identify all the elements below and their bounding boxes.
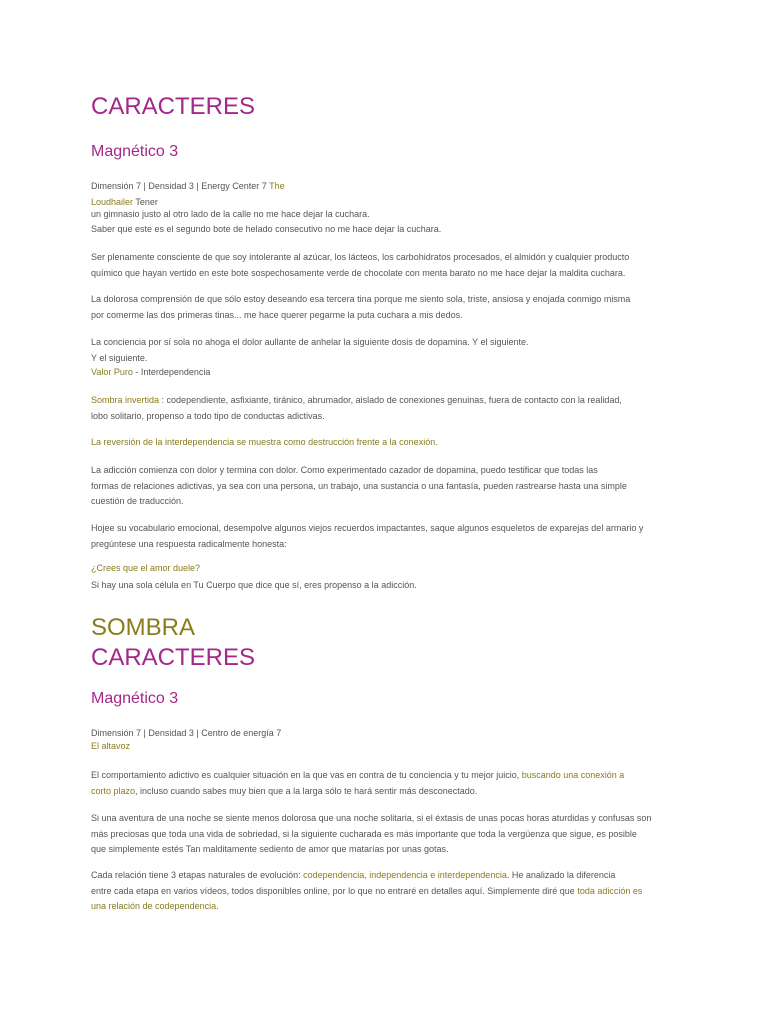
paragraph-relationship-stages: [91, 868, 681, 915]
meta-tail: Tener: [133, 196, 158, 207]
sombra-invertida-text: : codependiente, asfixiante, tiránico, abrumador, aislado de conexiones genuinas, fuera de contacto con la realidad, lobo solitario, propenso a todo tipo de conductas adictivas.: [91, 395, 622, 421]
question-link[interactable]: ¿Crees que el amor duele?: [91, 563, 201, 573]
meta-link-altavoz[interactable]: El altavoz: [91, 741, 131, 751]
valor-puro-text: - Interdependencia: [132, 367, 211, 377]
para1-text-b: , incluso cuando sabes muy bien que a la larga sólo te hará sentir más desconectado.: [135, 785, 478, 796]
para3-text-b: . He analizado la diferencia entre cada etapa en varios vídeos, todos disponibles online, por lo que no entraré en detalles aquí. Simplemente diré que: [91, 870, 616, 896]
paragraph-painful-realization: La dolorosa comprensión de que sólo estoy deseando esa tercera tina porque me siento sola, triste, ansiosa y enojada conmigo misma por comerme las dos primeras tinas... me hace querer pegarme la puta cuchara a mis dedos.: [91, 294, 631, 320]
meta-link-loudhailer[interactable]: The Loudhailer: [91, 181, 285, 207]
paragraph-vocabulary: Hojee su vocabulario emocional, desempolve algunos viejos recuerdos impactantes, saque algunos esqueletos de exparejas del armario y pregúntese una respuesta radicalmente honesta:: [91, 523, 644, 549]
valor-puro-line: [91, 365, 681, 381]
section-title-caracteres: CARACTERES: [91, 93, 256, 120]
reversion-link[interactable]: La reversión de la interdependencia se muestra como destrucción frente a la conexión.: [91, 437, 438, 447]
stages-link[interactable]: codependencia, independencia e interdependencia: [303, 870, 507, 880]
para1-text-a: El comportamiento adictivo es cualquier situación en la que vas en contra de tu conciencia y tu mejor juicio,: [91, 770, 522, 780]
short-term-connection-link[interactable]: buscando una conexión a corto plazo: [91, 770, 625, 796]
para3-text-c: .: [216, 901, 219, 911]
section-subtitle-magnetico-2: Magnético 3: [91, 690, 179, 707]
paragraph-intolerance: Ser plenamente consciente de que soy intolerante al azúcar, los lácteos, los carbohidratos procesados, el almidón y cualquier producto químico que hayan vertido en este bote sospechosamente verde de chocolate con menta barato no me hace dejar la maldita cuchara.: [91, 252, 630, 278]
meta-text: Dimensión 7 | Densidad 3 | Energy Center 7: [91, 181, 270, 191]
section-subtitle-magnetico: Magnético 3: [91, 143, 179, 160]
sombra-invertida-paragraph: [91, 393, 681, 424]
paragraph-answer: Si hay una sola célula en Tu Cuerpo que dice que sí, eres propenso a la adicción.: [91, 580, 417, 590]
section-title-sombra: SOMBRA: [91, 614, 196, 641]
paragraph-awareness: La conciencia por sí sola no ahoga el dolor aullante de anhelar la siguiente dosis de dopamina. Y el siguiente. Y el siguiente.: [91, 337, 529, 363]
meta-line-2: Dimensión 7 | Densidad 3 | Centro de energía 7: [91, 728, 282, 738]
para3-text-a: Cada relación tiene 3 etapas naturales de evolución:: [91, 870, 304, 880]
sombra-invertida-link[interactable]: Sombra invertida: [91, 395, 160, 405]
paragraph-ice-cream: Saber que este es el segundo bote de helado consecutivo no me hace dejar la cuchara.: [91, 224, 442, 234]
valor-puro-link[interactable]: Valor Puro: [91, 367, 133, 377]
meta-line: [91, 179, 681, 210]
codependency-link[interactable]: toda adicción es una relación de codependencia: [91, 885, 643, 911]
paragraph-adventure: Si una aventura de una noche se siente menos dolorosa que una noche solitaria, si el éxtasis de unas pocas horas aturdidas y confusas son más preciosas que toda una vida de sobriedad, si la siguiente cucharada es más importante que toda la vergüenza que sigue, es posible que simplemente estés Tan malditamente sediento de amor que matarías por unas gotas.: [91, 813, 652, 854]
section-title-caracteres-2: CARACTERES: [91, 644, 256, 671]
paragraph-addiction: La adicción comienza con dolor y termina con dolor. Como experimentado cazador de dopamina, puedo testificar que todas las formas de relaciones adictivas, ya sea con una persona, un trabajo, una sustancia o una fantasía, pueden rastrearse hasta una simple cuestión de traducción.: [91, 465, 627, 506]
paragraph-addictive-behavior: [91, 768, 681, 799]
paragraph-gym: un gimnasio justo al otro lado de la calle no me hace dejar la cuchara.: [91, 209, 370, 219]
